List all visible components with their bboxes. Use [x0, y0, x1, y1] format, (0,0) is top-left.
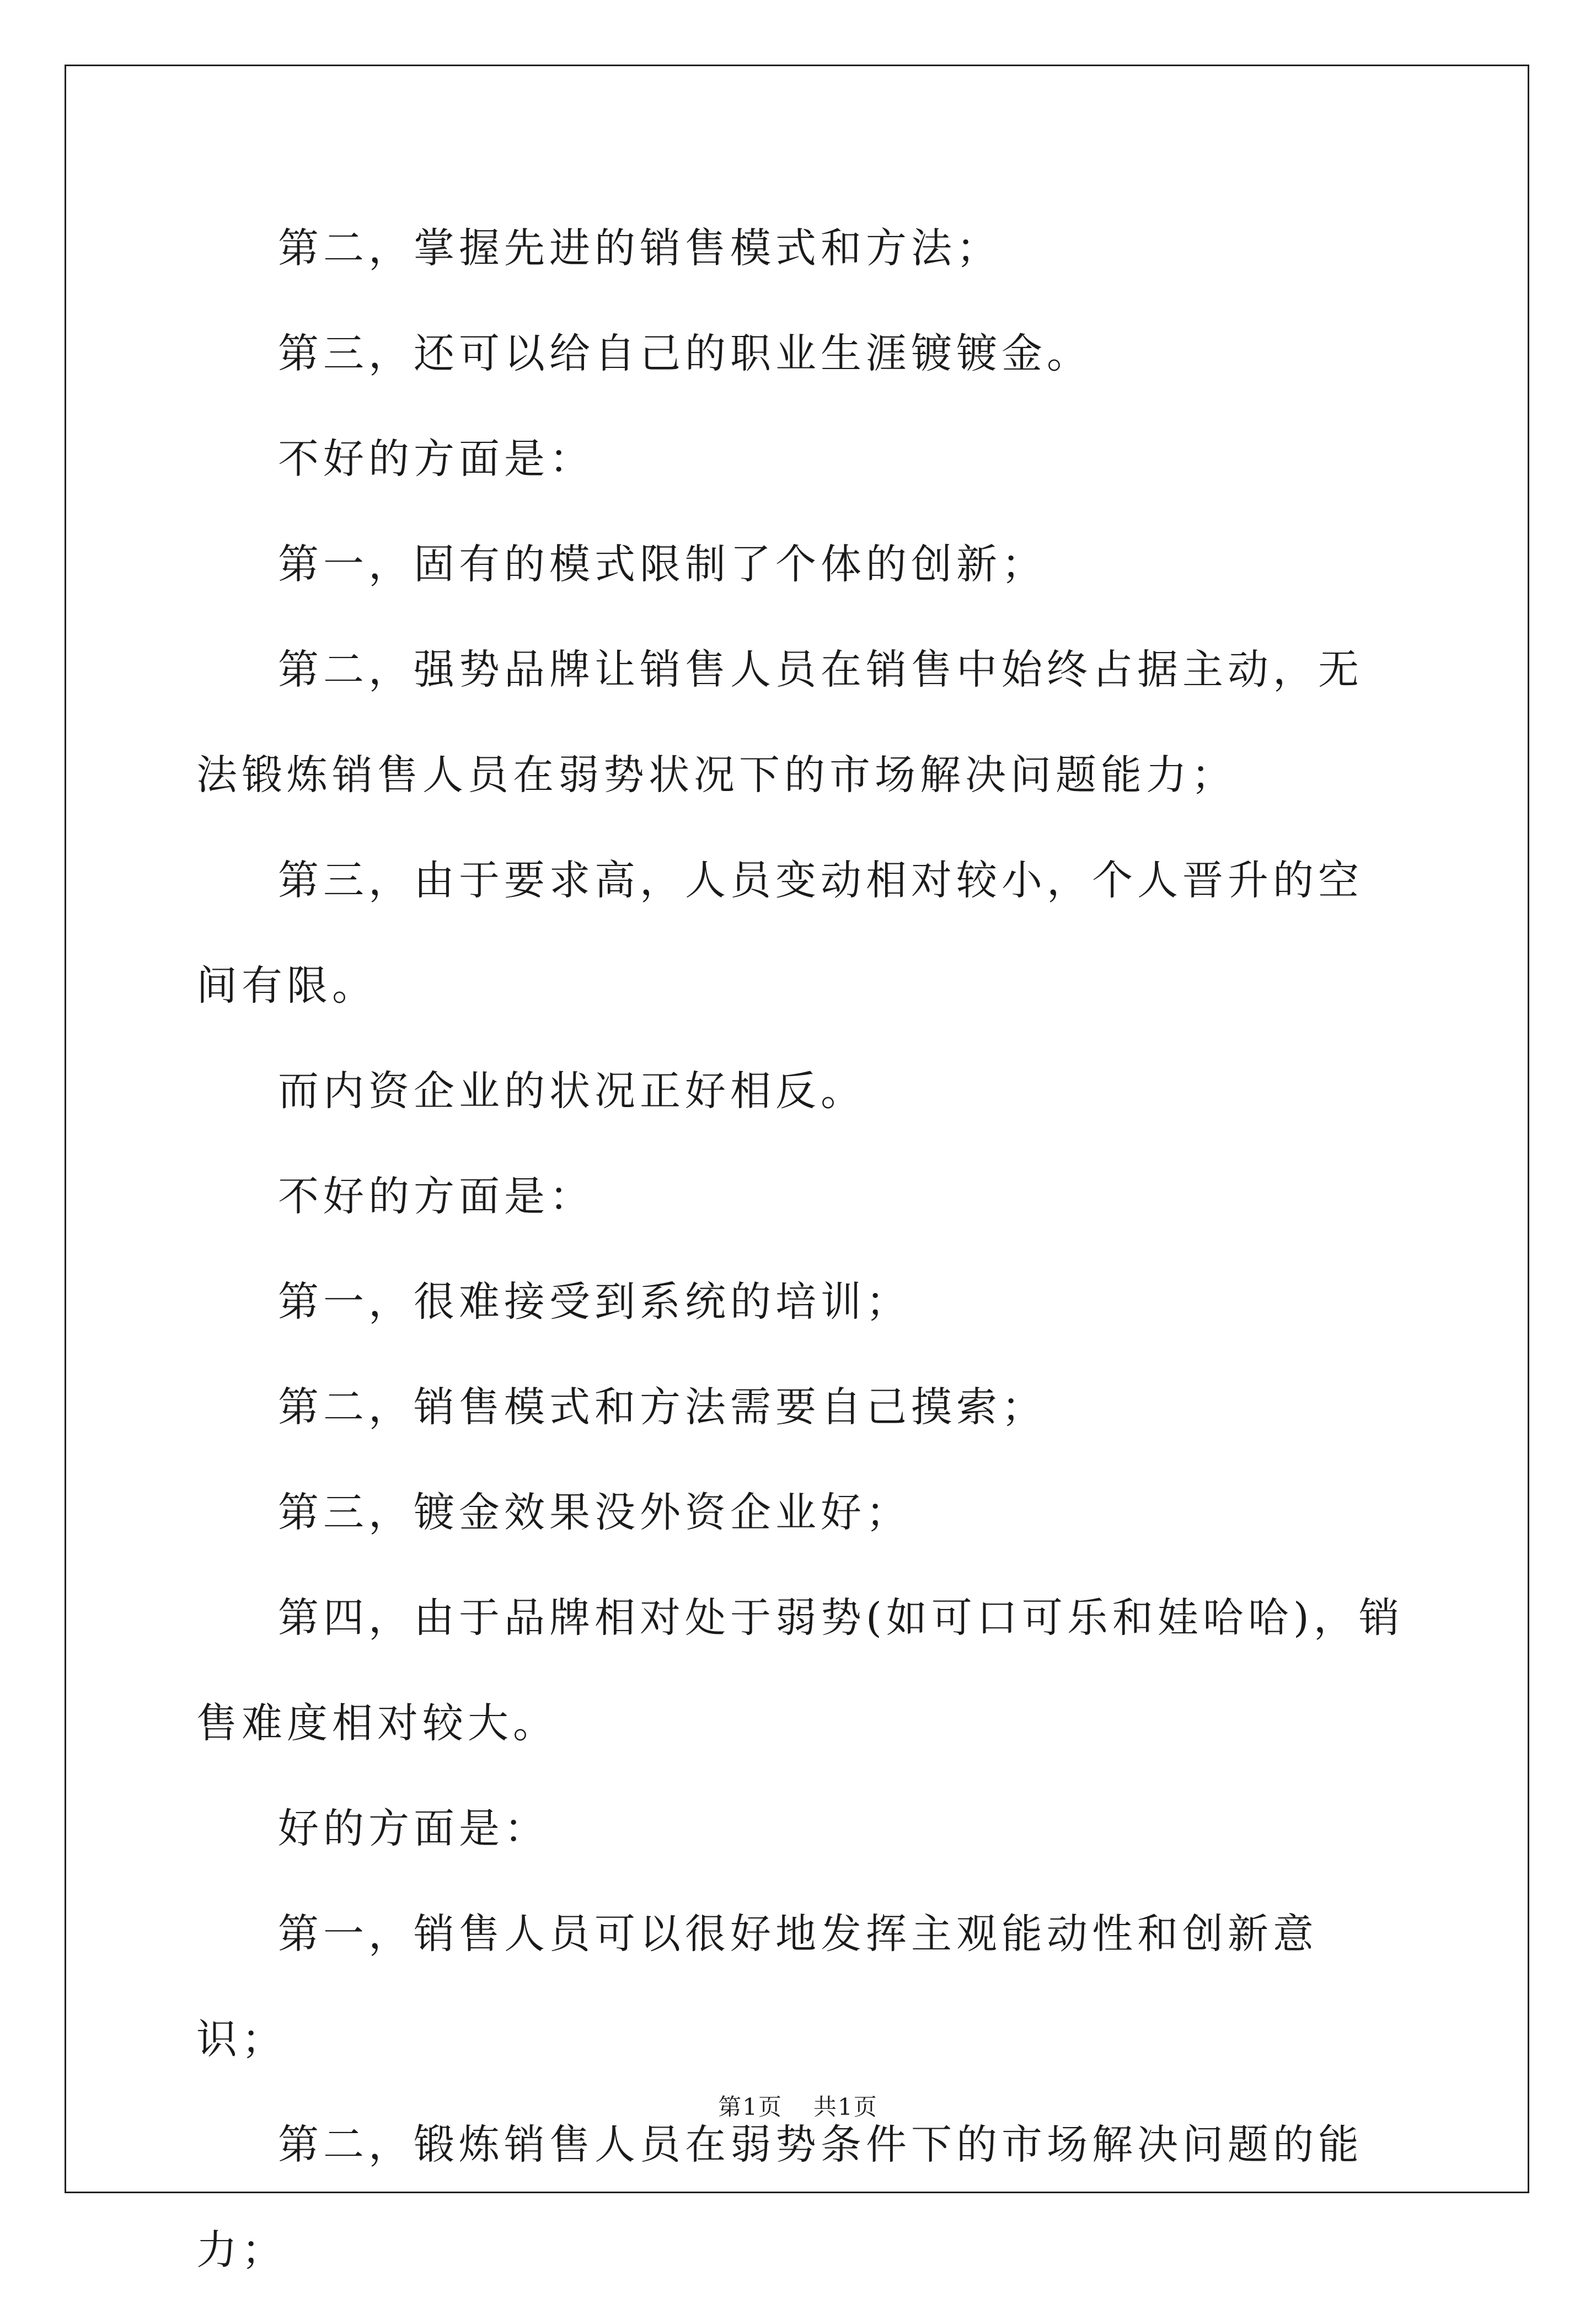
paragraph: 第一，很难接受到系统的培训；	[278, 1278, 911, 1326]
paragraph: 第一，销售人员可以很好地发挥主观能动性和创新意识；	[196, 1910, 1318, 2063]
page-footer	[0, 2093, 1596, 2121]
paragraph: 第二，锻炼销售人员在弱势条件下的市场解决问题的能力；	[196, 2121, 1363, 2274]
paragraph: 好的方面是：	[278, 1805, 549, 1852]
paragraph: 而内资企业的状况正好相反。	[278, 1067, 866, 1115]
paragraph: 第三，由于要求高，人员变动相对较小，个人晋升的空间有限。	[196, 857, 1363, 1009]
paragraph: 第一，固有的模式限制了个体的创新；	[278, 541, 1047, 588]
paragraph: 第二，掌握先进的销售模式和方法；	[278, 225, 1001, 272]
paragraph: 第三，还可以给自己的职业生涯镀镀金。	[278, 330, 1092, 377]
paragraph: 第二，销售模式和方法需要自己摸索；	[278, 1383, 1047, 1431]
paragraph: 第三，镀金效果没外资企业好；	[278, 1489, 911, 1536]
paragraph: 不好的方面是：	[278, 435, 595, 483]
page-number-current: 第1页	[718, 2093, 783, 2120]
paragraph: 第二，强势品牌让销售人员在销售中始终占据主动，无法锻炼销售人员在弱势状况下的市场解决问题能力；	[196, 646, 1363, 799]
document-body	[196, 196, 1404, 2303]
paragraph: 第四，由于品牌相对处于弱势(如可口可乐和娃哈哈)，销售难度相对较大。	[196, 1594, 1404, 1747]
paragraph: 不好的方面是：	[278, 1173, 595, 1220]
page-number-total: 共1页	[813, 2093, 878, 2120]
